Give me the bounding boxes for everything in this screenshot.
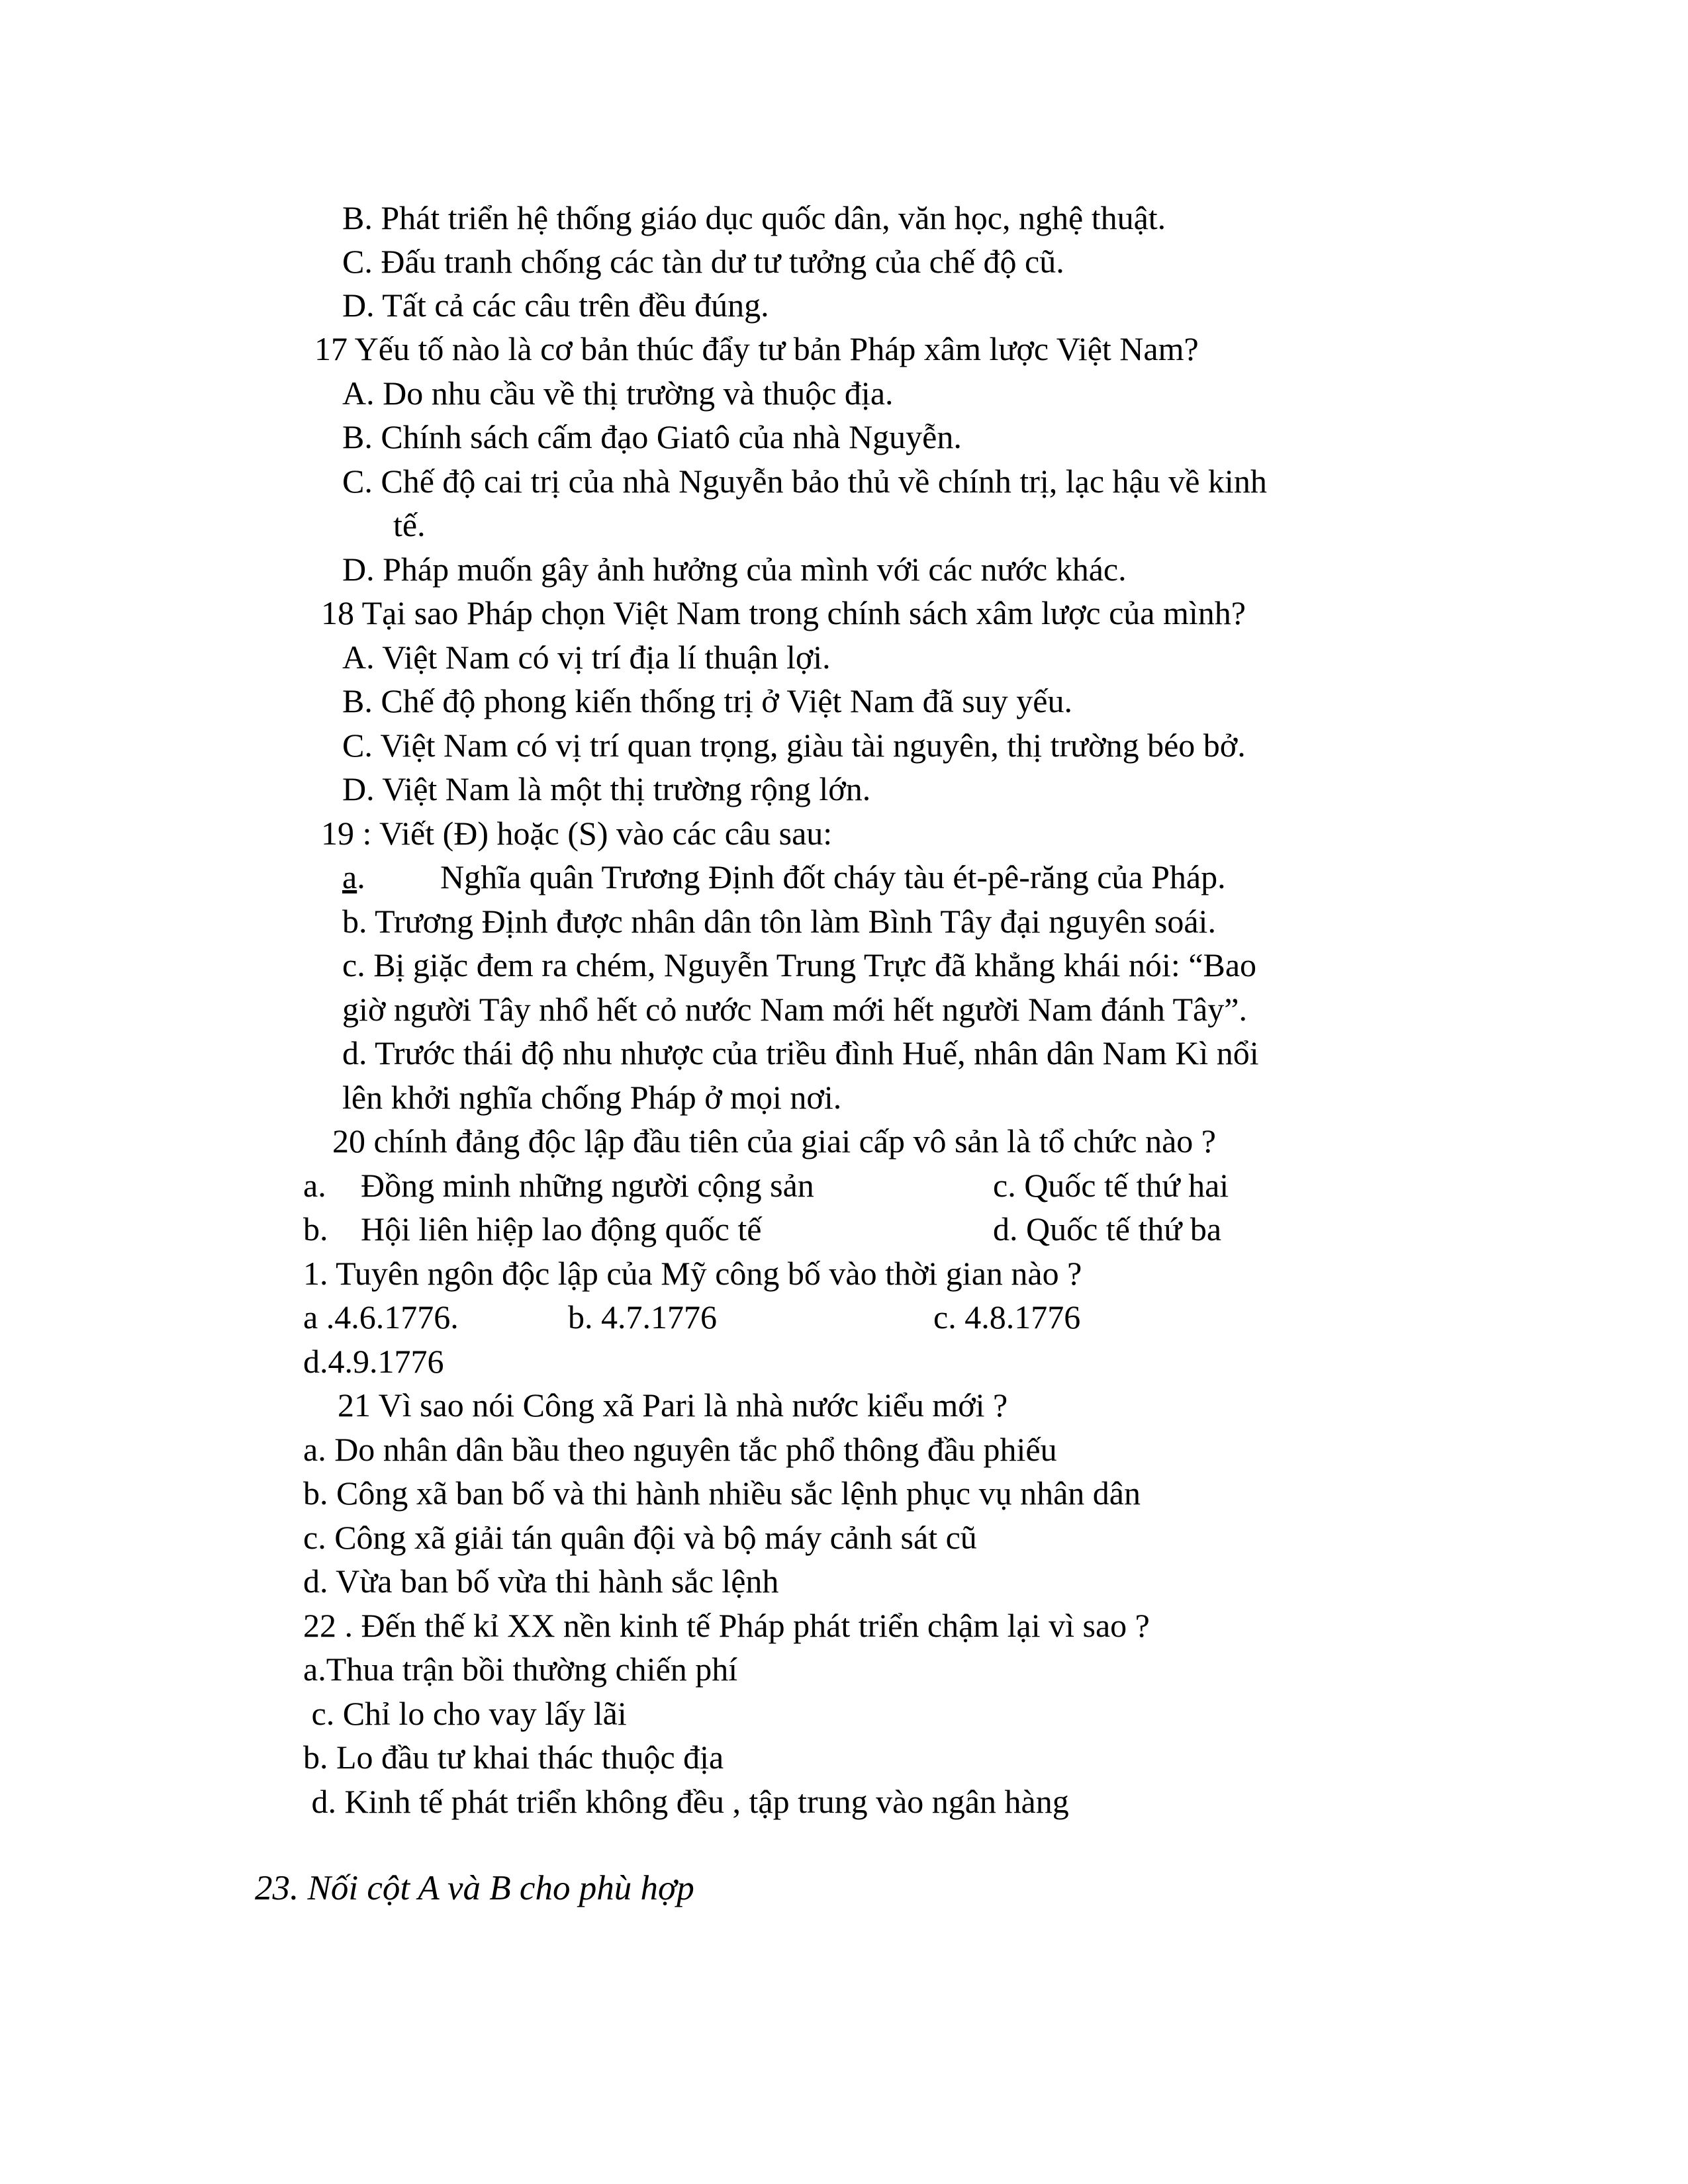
q20-stem: 20 chính đảng độc lập đầu tiên của giai cấp vô sản là tổ chức nào ?	[332, 1122, 1216, 1160]
q19-option-a-dot: .	[357, 858, 365, 895]
q19-option-a-letter: a	[342, 858, 357, 895]
q22-option-b: b. Lo đầu tư khai thác thuộc địa	[303, 1739, 724, 1776]
q20-option-a-label: a.	[303, 1167, 326, 1204]
q20-option-c: c. Quốc tế thứ hai	[993, 1167, 1229, 1204]
q1-option-d: d.4.9.1776	[303, 1343, 444, 1380]
q18-option-c: C. Việt Nam có vị trí quan trọng, giàu tài nguyên, thị trường béo bở.	[342, 727, 1246, 764]
q19-option-b: b. Trương Định được nhân dân tôn làm Bình Tây đại nguyên soái.	[342, 903, 1216, 940]
q16-option-d: D. Tất cả các câu trên đều đúng.	[342, 287, 769, 324]
q21-option-b: b. Công xã ban bố và thi hành nhiều sắc lệnh phục vụ nhân dân	[303, 1475, 1141, 1512]
q17-option-c-line1: C. Chế độ cai trị của nhà Nguyễn bảo thủ về chính trị, lạc hậu về kinh	[342, 463, 1267, 500]
q20-option-b-text: Hội liên hiệp lao động quốc tế	[361, 1210, 762, 1248]
q22-option-a: a.Thua trận bồi thường chiến phí	[303, 1651, 738, 1688]
q22-option-c: c. Chỉ lo cho vay lấy lãi	[303, 1695, 627, 1732]
q1-stem: 1. Tuyên ngôn độc lập của Mỹ công bố vào thời gian nào ?	[303, 1255, 1082, 1292]
q17-option-a: A. Do nhu cầu về thị trường và thuộc địa.	[342, 375, 894, 412]
q19-option-a	[342, 856, 365, 897]
q21-stem: 21 Vì sao nói Công xã Pari là nhà nước kiểu mới ?	[338, 1387, 1008, 1424]
q20-option-d: d. Quốc tế thứ ba	[993, 1210, 1222, 1248]
q18-option-b: B. Chế độ phong kiến thống trị ở Việt Nam đã suy yếu.	[342, 682, 1072, 719]
q22-option-d: d. Kinh tế phát triển không đều , tập trung vào ngân hàng	[303, 1783, 1069, 1820]
q21-option-a: a. Do nhân dân bầu theo nguyên tắc phổ thông đầu phiếu	[303, 1431, 1057, 1468]
q18-option-a: A. Việt Nam có vị trí địa lí thuận lợi.	[342, 639, 831, 676]
q20-option-b-label: b.	[303, 1210, 328, 1248]
q18-option-d: D. Việt Nam là một thị trường rộng lớn.	[342, 770, 871, 807]
q1-option-a: a .4.6.1776.	[303, 1298, 459, 1336]
q19-option-d-line2: lên khởi nghĩa chống Pháp ở mọi nơi.	[342, 1079, 842, 1116]
q18-stem: 18 Tại sao Pháp chọn Việt Nam trong chính sách xâm lược của mình?	[321, 594, 1246, 631]
q1-option-c: c. 4.8.1776	[933, 1298, 1081, 1336]
q20-option-a-text: Đồng minh những người cộng sản	[361, 1167, 814, 1204]
q17-option-c-line2: tế.	[393, 506, 426, 543]
q19-stem: 19 : Viết (Đ) hoặc (S) vào các câu sau:	[321, 815, 833, 852]
q19-option-a-text: Nghĩa quân Trương Định đốt cháy tàu ét-pê-răng của Pháp.	[440, 858, 1226, 895]
q1-option-b: b. 4.7.1776	[568, 1298, 717, 1336]
q21-option-d: d. Vừa ban bố vừa thi hành sắc lệnh	[303, 1563, 779, 1600]
q16-option-b: B. Phát triển hệ thống giáo dục quốc dân, văn học, nghệ thuật.	[342, 199, 1166, 236]
q17-option-d: D. Pháp muốn gây ảnh hưởng của mình với các nước khác.	[342, 551, 1127, 588]
q22-stem: 22 . Đến thế kỉ XX nền kinh tế Pháp phát triển chậm lại vì sao ?	[303, 1607, 1150, 1644]
q21-option-c: c. Công xã giải tán quân đội và bộ máy cảnh sát cũ	[303, 1519, 977, 1556]
q23-heading: 23. Nối cột A và B cho phù hợp	[255, 1869, 694, 1907]
q19-option-c-line2: giờ người Tây nhổ hết cỏ nước Nam mới hết người Nam đánh Tây”.	[342, 991, 1247, 1028]
q19-option-d-line1: d. Trước thái độ nhu nhược của triều đình Huế, nhân dân Nam Kì nổi	[342, 1034, 1259, 1071]
q17-stem: 17 Yếu tố nào là cơ bản thúc đẩy tư bản Pháp xâm lược Việt Nam?	[314, 330, 1199, 367]
q16-option-c: C. Đấu tranh chống các tàn dư tư tưởng của chế độ cũ.	[342, 243, 1064, 280]
q17-option-b: B. Chính sách cấm đạo Giatô của nhà Nguyễn.	[342, 418, 962, 455]
q19-option-c-line1: c. Bị giặc đem ra chém, Nguyễn Trung Trực đã khẳng khái nói: “Bao	[342, 946, 1257, 983]
